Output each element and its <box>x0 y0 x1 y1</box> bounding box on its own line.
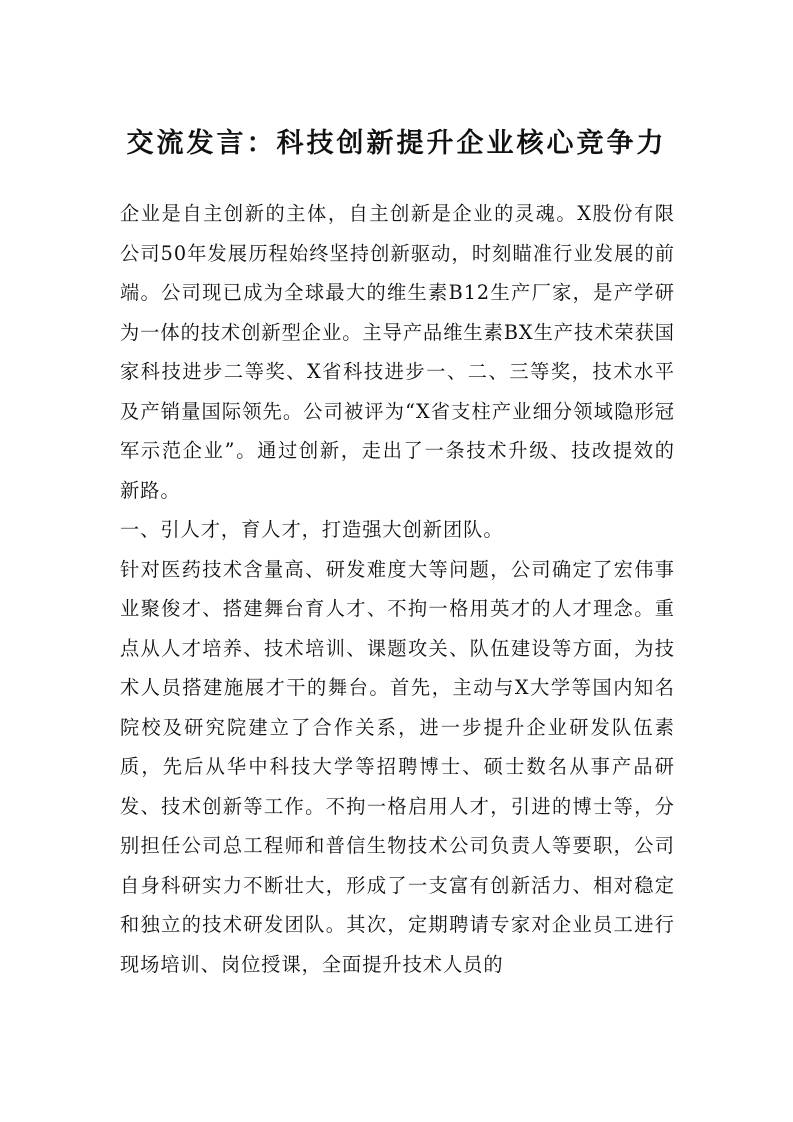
paragraph-talent: 针对医药技术含量高、研发难度大等问题，公司确定了宏伟事业聚俊才、搭建舞台育人才、不拘一格用英才的人才理念。重点从人才培养、技术培训、课题攻关、队伍建设等方面，为技术人员搭建施展才干的舞台。首先，主动与X大学等国内知名院校及研究院建立了合作关系，进一步提升企业研发队伍素质，先后从华中科技大学等招聘博士、硕士数名从事产品研发、技术创新等工作。不拘一格启用人才，引进的博士等，分别担任公司总工程师和普信生物技术公司负责人等要职，公司自身科研实力不断壮大，形成了一支富有创新活力、相对稳定和独立的技术研发团队。其次，定期聘请专家对企业员工进行现场培训、岗位授课，全面提升技术人员的 <box>120 557 675 976</box>
document-body <box>120 194 675 984</box>
document-title: 交流发言：科技创新提升企业核心竞争力 <box>126 128 667 159</box>
section-heading-1: 一、引人才，育人才，打造强大创新团队。 <box>120 518 504 541</box>
paragraph-intro: 企业是自主创新的主体，自主创新是企业的灵魂。X股份有限公司50年发展历程始终坚持创新驱动，时刻瞄准行业发展的前端。公司现已成为全球最大的维生素B12生产厂家，是产学研为一体的技术创新型企业。主导产品维生素BX生产技术荣获国家科技进步二等奖、X省科技进步一、二、三等奖，技术水平及产销量国际领先。公司被评为“X省支柱产业细分领域隐形冠军示范企业”。通过创新，走出了一条技术升级、技改提效的新路。 <box>120 202 675 502</box>
